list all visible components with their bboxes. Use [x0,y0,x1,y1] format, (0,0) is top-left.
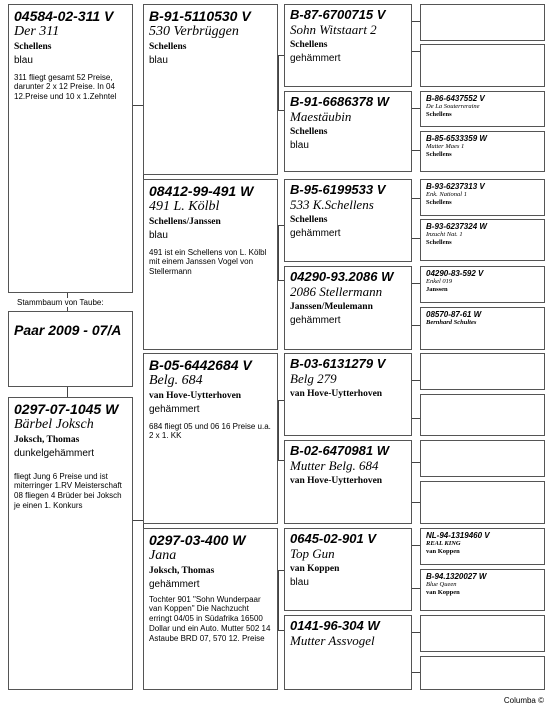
plumage-color: gehämmert [290,227,341,239]
gen4-box [420,91,545,127]
performance-note: fliegt Jung 6 Preise und ist miterringer 1.RV Meisterschaft 08 fliegen 4 Brüder bei Joksch je einen 1. Konkurs [14,471,122,510]
sire-box [8,4,133,293]
ring-number: B-05-6442684 V [149,357,252,373]
gen4-box [420,615,545,652]
gen3-box-ddd [284,615,412,690]
gen3-box-dsd [284,440,412,524]
connector-line [412,21,420,22]
breeder: van Koppen [426,588,460,596]
pigeon-name: Mutter Maes 1 [426,143,465,151]
pigeon-name: REAL KING [426,540,461,548]
plumage-color: blau [149,230,168,241]
connector-line [412,588,420,589]
plumage-color: gehämmert [149,404,200,415]
ring-number: 04290-83-592 V [426,269,484,278]
gen4-box [420,528,545,565]
gen4-box [420,44,545,87]
gen3-box-ssd [284,91,412,172]
breeder: Joksch, Thomas [14,435,80,446]
breeder: Schellens/Janssen [149,217,221,228]
dam-box [8,397,133,690]
breeder: Schellens [426,238,452,246]
breeder: Schellens [149,42,187,53]
connector-line [412,380,420,381]
gen4-box [420,266,545,303]
ring-number: 0141-96-304 W [290,618,380,633]
connector-line [412,632,420,633]
pigeon-name: Mutter Assvogel [290,632,375,648]
gen3-box-sds [284,179,412,262]
gen4-box [420,307,545,350]
connector-line [412,283,420,284]
connector-line [412,672,420,673]
pedigree-title: Stammbaum von Taube: [17,298,104,307]
plumage-color: gehämmert [149,579,200,590]
ring-number: 0645-02-901 V [290,531,377,546]
plumage-color: dunkelgehämmert [14,448,95,459]
ring-number: 04584-02-311 V [14,8,114,24]
pigeon-name: Mutter Belg. 684 [290,457,379,473]
connector-line [412,108,420,109]
breeder: Janssen [426,285,448,293]
pigeon-name: Enkel 019 [426,278,453,286]
ring-number: B-93-6237324 W [426,222,487,231]
ring-number: B-86-6437552 V [426,94,485,103]
performance-note: 491 ist ein Schellens von L. Kölbl mit einem Janssen Vogel von Stellermann [149,247,267,276]
ring-number: 0297-03-400 W [149,532,246,548]
connector-line [412,462,420,463]
gen4-box [420,569,545,611]
ring-number: B-03-6131279 V [290,356,386,371]
gen3-box-dss [284,353,412,436]
connector-line [278,400,279,460]
connector-line [278,570,279,630]
plumage-color: gehämmert [290,52,341,64]
plumage-color: gehämmert [290,314,341,326]
breeder: Schellens [426,198,452,206]
gen4-box [420,440,545,477]
pigeon-name: Der 311 [14,24,60,40]
pigeon-name: Bernhard Schultes [426,319,477,327]
breeder: van Hove-Uytterhoven [149,391,242,402]
breeder: Schellens [290,126,328,137]
gen4-box [420,353,545,390]
ring-number: B-95-6199533 V [290,182,386,197]
breeder: Janssen/Meulemann [290,301,373,312]
plumage-color: blau [149,55,168,66]
pigeon-name: Top Gun [290,545,335,561]
gen4-box [420,656,545,690]
gen4-box [420,219,545,261]
ring-number: B-87-6700715 V [290,7,386,22]
ring-number: B-91-5110530 V [149,8,251,24]
gen4-box [420,179,545,216]
connector-line [412,325,420,326]
pair-box [8,311,133,387]
connector-line [278,55,279,110]
gen3-box-sdd [284,266,412,350]
pigeon-name: 2086 Stellermann [290,283,383,299]
dam-sire-box [143,353,278,524]
breeder: Schellens [290,214,328,225]
pigeon-name: De La Souterreraine [426,103,480,111]
connector-line [412,198,420,199]
performance-note: Tochter 901 "Sohn Wunderpaar van Koppen" Die Nachzucht erringt 04/05 in Südafrika 16500 Dollar und ein Auto. Mutter 502 14 Astaube BRD 07, 570 12. Preise [149,594,271,643]
pigeon-name: 530 Verbrüggen [149,24,239,40]
ring-number: B-94.1320027 W [426,572,487,581]
pigeon-name: Bärbel Joksch [14,417,94,433]
connector-line [412,150,420,151]
breeder: Joksch, Thomas [149,566,215,577]
pair-label: Paar 2009 - 07/A [14,322,122,338]
performance-note: 311 fliegt gesamt 52 Preise, darunter 2 x 12 Preise. In 04 12.Preise und 10 x 1.Zehntel [14,72,117,101]
ring-number: 08570-87-61 W [426,310,482,319]
pigeon-name: 533 K.Schellens [290,196,374,212]
ring-number: 08412-99-491 W [149,183,254,199]
performance-note: 684 fliegt 05 und 06 16 Preise u.a. 2 x 1. KK [149,421,271,441]
breeder: Schellens [290,39,328,50]
connector-line [412,238,420,239]
connector-line [278,225,279,280]
connector-line [133,520,143,521]
pigeon-name: Inzucht Nat. 1 [426,231,463,239]
gen4-box [420,131,545,172]
breeder: Schellens [426,110,452,118]
pigeon-name: Sohn Witstaart 2 [290,21,377,37]
ring-number: B-85-6533359 W [426,134,487,143]
breeder: van Koppen [426,547,460,555]
ring-number: B-91-6686378 W [290,94,389,109]
gen3-box-sss [284,4,412,87]
connector-line [412,545,420,546]
plumage-color: blau [290,576,309,588]
ring-number: B-02-6470981 W [290,443,389,458]
pigeon-name: Belg. 684 [149,373,203,389]
ring-number: NL-94-1319460 V [426,531,490,540]
connector-line [133,105,143,106]
gen4-box [420,4,545,41]
breeder: van Hove-Uytterhoven [290,388,383,399]
pigeon-name: Belg 279 [290,370,337,386]
pigeon-name: Blue Queen [426,581,457,589]
ring-number: 0297-07-1045 W [14,401,119,417]
brand-label: Columba © [503,696,544,705]
sire-sire-box [143,4,278,175]
plumage-color: blau [290,139,309,151]
breeder: Schellens [14,42,52,53]
breeder: van Koppen [290,563,340,574]
gen3-box-dds [284,528,412,611]
pigeon-name: Maestäubin [290,108,352,124]
plumage-color: blau [14,55,33,66]
breeder: Schellens [426,150,452,158]
connector-line [412,502,420,503]
ring-number: 04290-93.2086 W [290,269,394,284]
sire-dam-box [143,179,278,350]
dam-dam-box [143,528,278,690]
connector-line [412,51,420,52]
gen4-box [420,481,545,524]
connector-line [412,418,420,419]
gen4-box [420,394,545,436]
ring-number: B-93-6237313 V [426,182,485,191]
breeder: van Hove-Uytterhoven [290,475,383,486]
pigeon-name: 491 L. Kölbl [149,199,220,215]
pigeon-name: Jana [149,548,177,564]
pigeon-name: Enk. National 1 [426,191,467,199]
